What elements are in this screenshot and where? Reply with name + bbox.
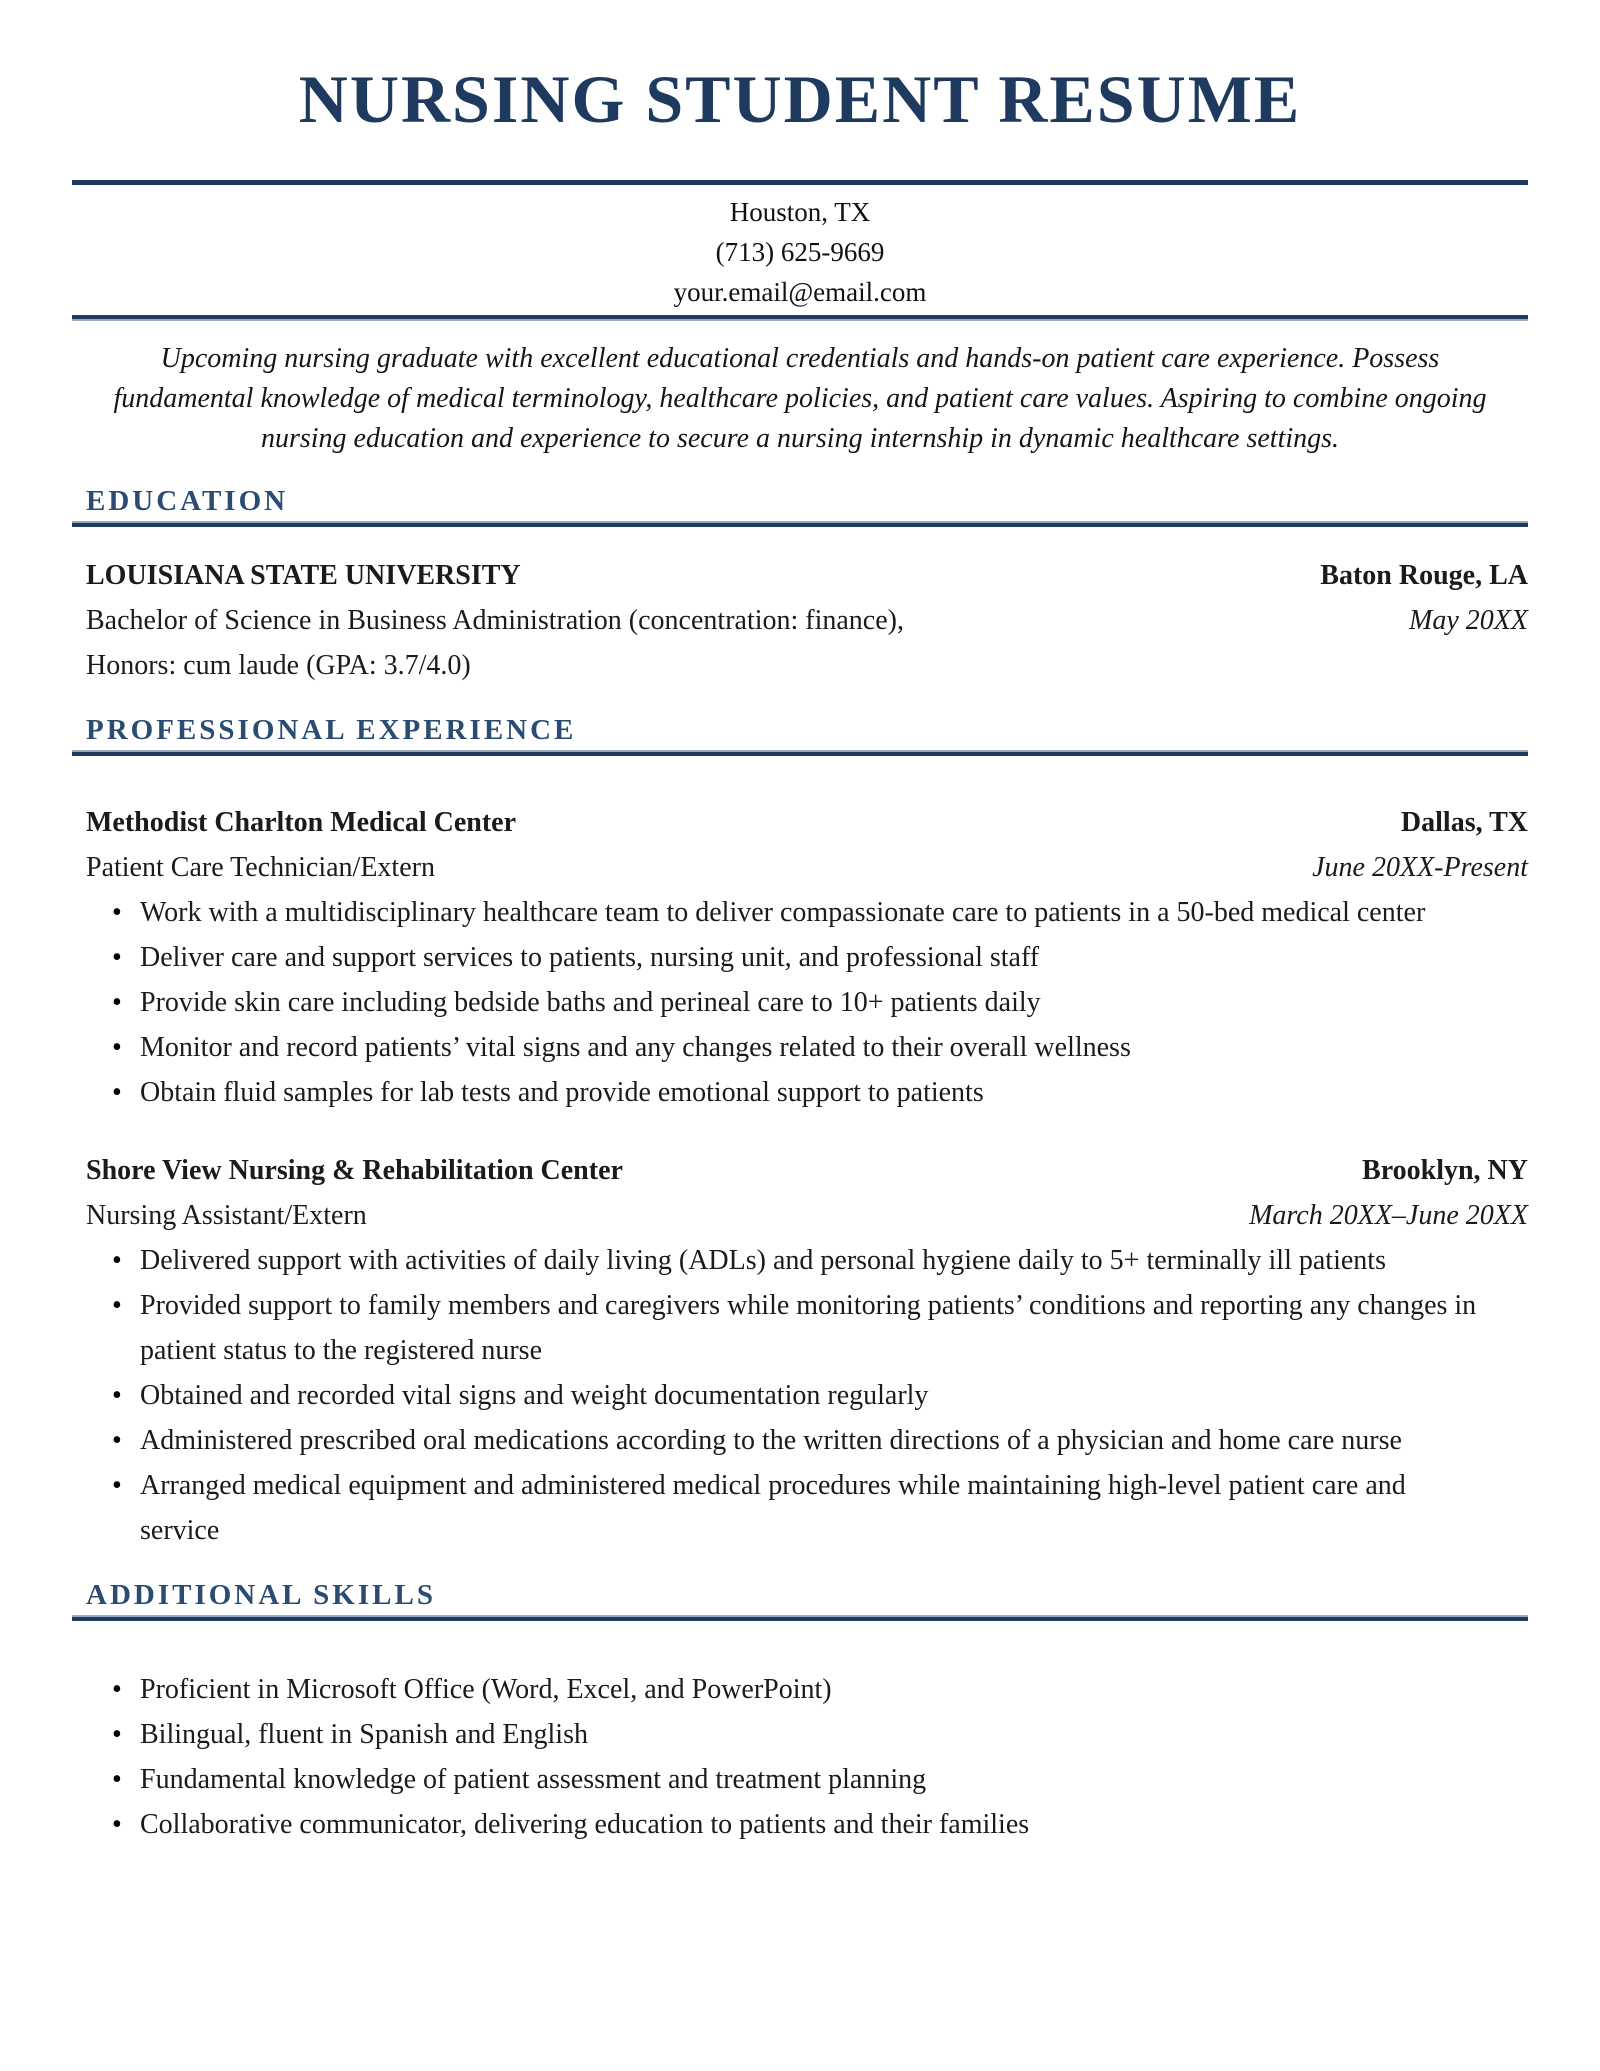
graduation-date: May 20XX	[1409, 605, 1528, 636]
company-name: Shore View Nursing & Rehabilitation Center	[86, 1155, 623, 1186]
bullet-item: • Monitor and record patients’ vital signs and any changes related to their overall wellness	[72, 1025, 1528, 1070]
job-title: Nursing Assistant/Extern	[86, 1200, 367, 1231]
job-dates: March 20XX–June 20XX	[1249, 1200, 1528, 1231]
education-row-1	[72, 553, 1528, 598]
title-divider	[72, 180, 1528, 185]
contact-location: Houston, TX	[729, 197, 871, 227]
honors: Honors: cum laude (GPA: 3.7/4.0)	[86, 650, 471, 681]
bullet-item: • Provide skin care including bedside baths and perineal care to 10+ patients daily	[72, 980, 1528, 1025]
company-location: Dallas, TX	[1400, 807, 1528, 838]
bullet-item: • Collaborative communicator, delivering education to patients and their families	[72, 1802, 1528, 1847]
education-row-2	[72, 598, 1528, 643]
section-heading-education: EDUCATION	[86, 485, 289, 517]
job-title: Patient Care Technician/Extern	[86, 852, 435, 883]
resume-title: NURSING STUDENT RESUME	[298, 61, 1302, 137]
job-entry	[72, 1148, 1528, 1553]
education-entry	[72, 553, 1528, 688]
education-row-3	[72, 643, 1528, 688]
summary-text: Upcoming nursing graduate with excellent educational credentials and hands-on patient care experience. Possess fundamental knowledge of medical terminology, healthcare policies, and patient care values. Aspiring to combine ongoing nursing education and experience to secure a nursing internship in dynamic healthcare settings.	[113, 343, 1487, 454]
degree: Bachelor of Science in Business Administration (concentration: finance),	[86, 605, 904, 636]
bullet-item: • Administered prescribed oral medications according to the written directions of a physician and home care nurse	[72, 1418, 1528, 1463]
job-role-row	[72, 1193, 1528, 1238]
company-location: Brooklyn, NY	[1362, 1155, 1528, 1186]
job-dates: June 20XX-Present	[1312, 852, 1528, 883]
skills-divider	[72, 1615, 1528, 1621]
bullet-item: • Fundamental knowledge of patient assessment and treatment planning	[72, 1757, 1528, 1802]
job-role-row	[72, 845, 1528, 890]
skills-bullet-list	[72, 1667, 1528, 1847]
school-name: LOUISIANA STATE UNIVERSITY	[86, 560, 521, 591]
experience-divider	[72, 750, 1528, 756]
bullet-item: • Provided support to family members and caregivers while monitoring patients’ conditions and reporting any changes in patient status to the registered nurse	[72, 1283, 1528, 1373]
section-heading-skills: ADDITIONAL SKILLS	[86, 1579, 436, 1611]
bullet-item: • Obtained and recorded vital signs and weight documentation regularly	[72, 1373, 1528, 1418]
contact-block	[72, 192, 1528, 312]
contact-phone: (713) 625-9669	[715, 237, 885, 267]
bullet-item: • Work with a multidisciplinary healthcare team to deliver compassionate care to patients in a 50-bed medical center	[72, 890, 1528, 935]
bullet-list	[72, 1238, 1528, 1553]
contact-divider	[72, 315, 1528, 321]
bullet-item: • Delivered support with activities of daily living (ADLs) and personal hygiene daily to 5+ terminally ill patients	[72, 1238, 1528, 1283]
job-header-row	[72, 1148, 1528, 1193]
bullet-list	[72, 890, 1528, 1115]
contact-email: your.email@email.com	[673, 277, 927, 307]
school-location: Baton Rouge, LA	[1320, 560, 1528, 591]
section-heading-experience: PROFESSIONAL EXPERIENCE	[86, 714, 577, 746]
company-name: Methodist Charlton Medical Center	[86, 807, 517, 838]
bullet-item: • Bilingual, fluent in Spanish and English	[72, 1712, 1528, 1757]
bullet-item: • Obtain fluid samples for lab tests and provide emotional support to patients	[72, 1070, 1528, 1115]
job-header-row	[72, 800, 1528, 845]
job-entry	[72, 800, 1528, 1115]
bullet-item: • Deliver care and support services to patients, nursing unit, and professional staff	[72, 935, 1528, 980]
bullet-item: • Proficient in Microsoft Office (Word, Excel, and PowerPoint)	[72, 1667, 1528, 1712]
education-divider	[72, 521, 1528, 527]
bullet-item: • Arranged medical equipment and administered medical procedures while maintaining high-level patient care and service	[72, 1463, 1528, 1553]
